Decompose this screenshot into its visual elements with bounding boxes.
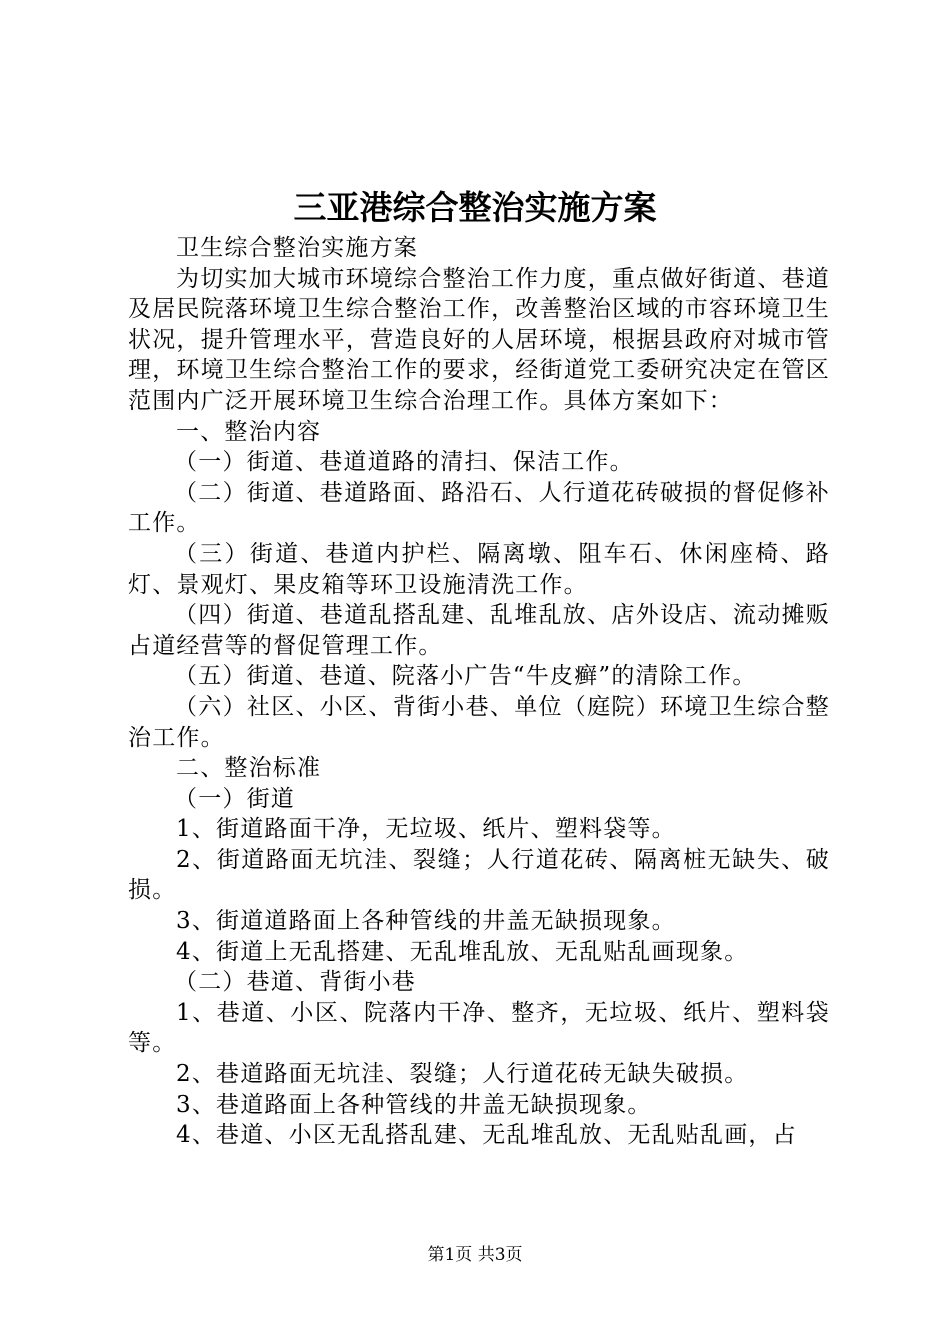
list-item: （六）社区、小区、背街小巷、单位（庭院）环境卫生综合整治工作。: [128, 693, 830, 751]
document-title: 三亚港综合整治实施方案: [293, 188, 657, 227]
page-indicator: 第1页 共3页: [427, 1245, 523, 1265]
paragraph-subtitle: 卫生综合整治实施方案: [176, 235, 418, 261]
subsection-heading-streets: （一）街道: [174, 785, 295, 812]
section-heading-standards: 二、整治标准: [176, 755, 322, 782]
subsection-heading-alleys: （二）巷道、背街小巷: [174, 969, 416, 996]
list-item: （四）街道、巷道乱搭乱建、乱堆乱放、店外设店、流动摊贩占道经营等的督促管理工作。: [128, 602, 830, 659]
list-item: 4、街道上无乱搭建、无乱堆乱放、无乱贴乱画现象。: [176, 938, 749, 965]
list-item: 2、街道路面无坑洼、裂缝；人行道花砖、隔离桩无缺失、破损。: [128, 846, 830, 904]
paragraph-intro: 为切实加大城市环境综合整治工作力度，重点做好街道、巷道及居民院落环境卫生综合整治工作，改善整治区域的市容环境卫生状况，提升管理水平，营造良好的人居环境，根据县政府对城市管理，环境卫生综合整治工作的要求，经街道党工委研究决定在管区范围内广泛开展环境卫生综合治理工作。具体方案如下：: [128, 265, 830, 414]
list-item: 3、巷道路面上各种管线的井盖无缺损现象。: [176, 1091, 652, 1118]
list-item: （二）街道、巷道路面、路沿石、人行道花砖破损的督促修补工作。: [128, 479, 830, 537]
list-item: 1、巷道、小区、院落内干净、整齐，无垃圾、纸片、塑料袋等。: [128, 999, 830, 1057]
section-heading-content: 一、整治内容: [176, 418, 322, 445]
list-item: 2、巷道路面无坑洼、裂缝；人行道花砖无缺失破损。: [176, 1061, 749, 1088]
list-item: 1、街道路面干净，无垃圾、纸片、塑料袋等。: [176, 816, 676, 843]
list-item: 4、巷道、小区无乱搭乱建、无乱堆乱放、无乱贴乱画，占: [176, 1122, 797, 1149]
list-item: （五）街道、巷道、院落小广告“牛皮癣”的清除工作。: [174, 663, 757, 690]
document-body: [128, 233, 830, 1151]
list-item: （一）街道、巷道道路的清扫、保洁工作。: [174, 449, 634, 476]
list-item: 3、街道道路面上各种管线的井盖无缺损现象。: [176, 908, 676, 935]
list-item: （三）街道、巷道内护栏、隔离墩、阻车石、休闲座椅、路灯、景观灯、果皮箱等环卫设施清洗工作。: [128, 540, 830, 598]
